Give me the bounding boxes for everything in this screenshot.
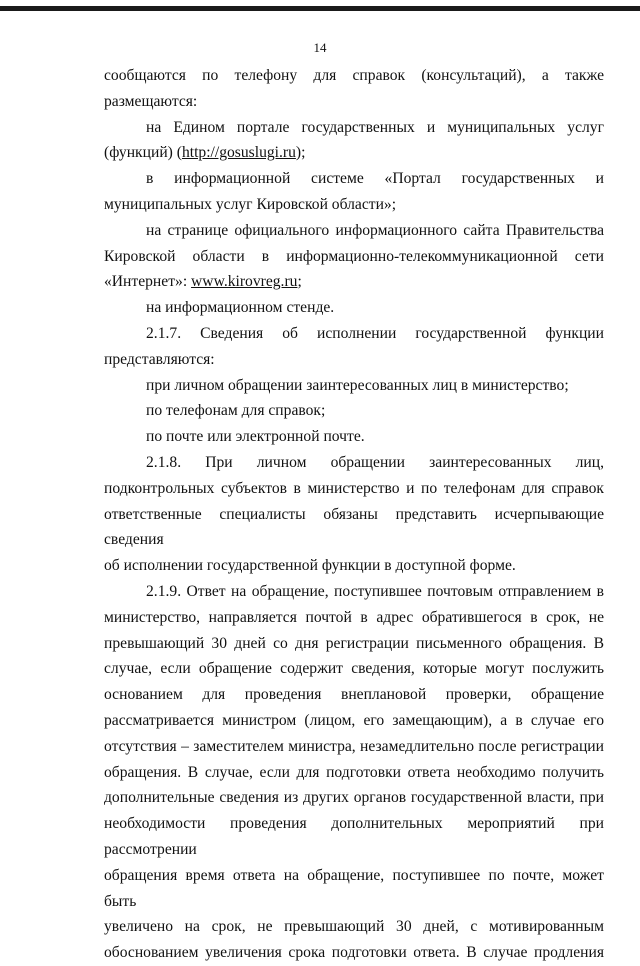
text-line: обращения. В случае, если для подготовки ответа необходимо получить [104, 763, 604, 781]
top-border-rule [0, 6, 640, 11]
text-line: на Едином портале государственных и муниципальных услуг [146, 118, 604, 136]
document-body [104, 63, 604, 966]
text-fragment: (функций) ( [104, 144, 182, 162]
text-line: в информационной системе «Портал государственных и [146, 170, 604, 188]
text-line: дополнительные сведения из других органов государственной власти, при [104, 789, 604, 807]
text-line: случае, если обращение содержит сведения, которые могут послужить [104, 660, 604, 678]
text-line: по почте или электронной почте. [146, 428, 365, 446]
text-line [104, 269, 604, 295]
text-line: по телефонам для справок; [146, 402, 326, 420]
gosuslugi-link[interactable]: http://gosuslugi.ru [181, 144, 296, 162]
text-line: при личном обращении заинтересованных лиц в министерство; [146, 376, 569, 394]
text-line: представляются: [104, 350, 215, 368]
text-line: министерство, направляется почтой в адрес обратившегося в срок, не [104, 608, 604, 626]
text-line: подконтрольных субъектов в министерство и по телефонам для справок [104, 479, 604, 497]
text-line: ответственные специалисты обязаны представить исчерпывающие сведения [104, 505, 604, 549]
text-fragment: ; [297, 273, 302, 291]
text-line: обоснованием увеличения срока подготовки ответа. В случае продления [104, 944, 604, 962]
text-line: превышающий 30 дней со дня регистрации письменного обращения. В [104, 634, 604, 652]
text-line: об исполнении государственной функции в доступной форме. [104, 557, 516, 575]
text-line: муниципальных услуг Кировской области»; [104, 195, 397, 213]
text-line: необходимости проведения дополнительных мероприятий при рассмотрении [104, 815, 604, 858]
page-number: 14 [313, 40, 327, 55]
text-line: рассматривается министром (лицом, его замещающим), а в случае его [104, 711, 604, 729]
text-line: на странице официального информационного сайта Правительства [146, 221, 604, 239]
text-fragment: «Интернет»: [104, 273, 192, 291]
text-line: 2.1.9. Ответ на обращение, поступившее почтовым отправлением в [146, 582, 604, 600]
text-line: основанием для проведения внеплановой проверки, обращение [104, 686, 604, 704]
text-line: увеличено на срок, не превышающий 30 дней, с мотивированным [104, 918, 604, 936]
text-line: 2.1.8. При личном обращении заинтересованных лиц, [146, 453, 604, 471]
kirovreg-link[interactable]: www.kirovreg.ru [191, 273, 298, 291]
text-line [104, 140, 604, 166]
text-line: Кировской области в информационно-телекоммуникационной сети [104, 247, 604, 265]
text-line: 2.1.7. Сведения об исполнении государственной функции [146, 324, 604, 342]
text-line: на информационном стенде. [146, 299, 335, 317]
text-line: отсутствия – заместителем министра, незамедлительно после регистрации [104, 737, 604, 755]
text-line: сообщаются по телефону для справок (консультаций), а также размещаются: [104, 67, 604, 110]
text-fragment: ); [295, 144, 306, 162]
text-line: обращения время ответа на обращение, поступившее по почте, может быть [104, 866, 604, 910]
